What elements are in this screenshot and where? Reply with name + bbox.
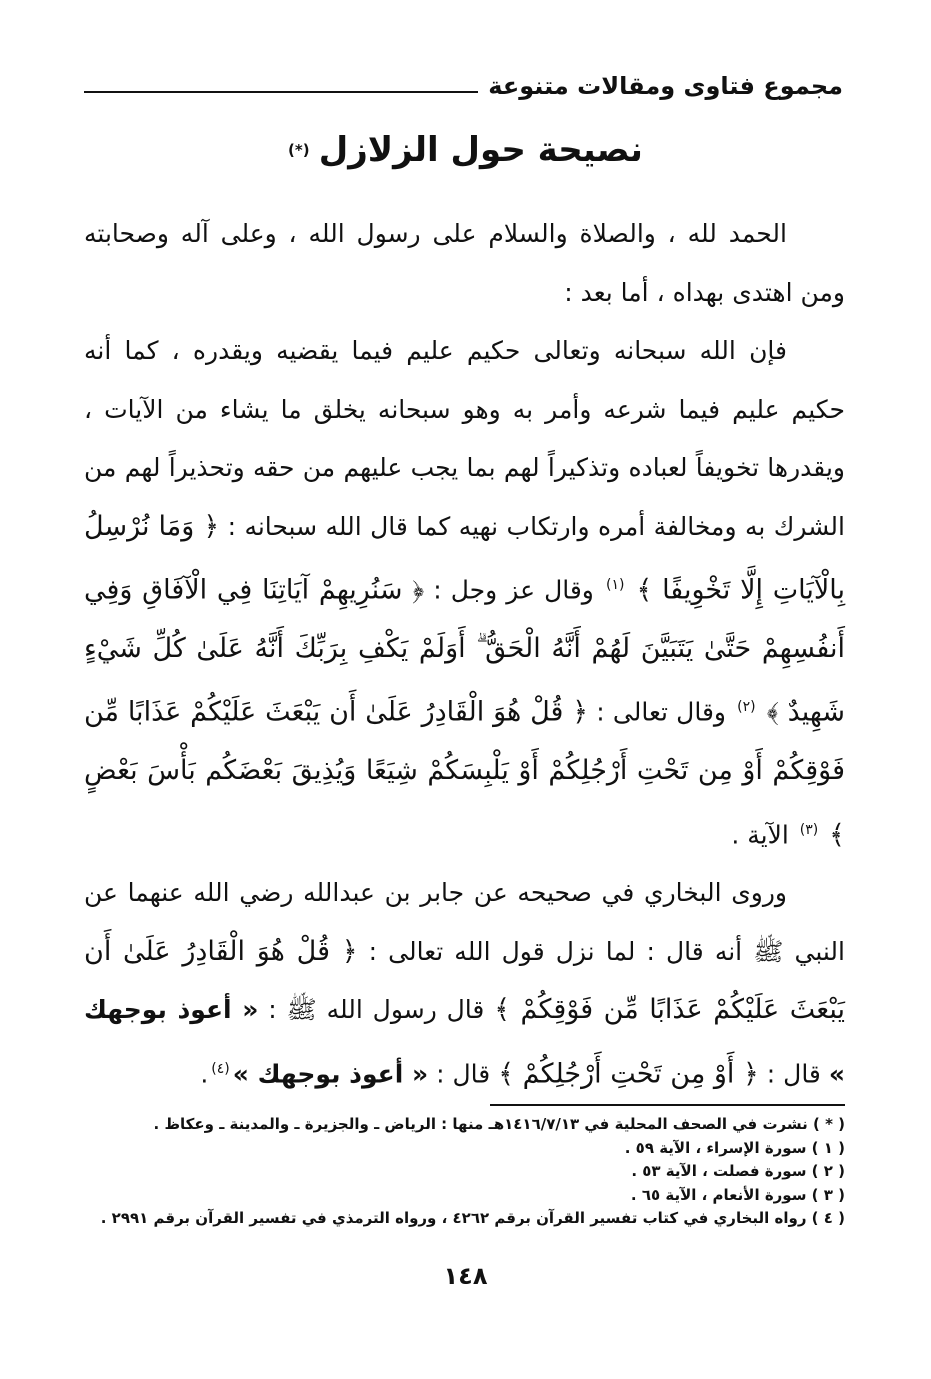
- footnote-ref: (١): [605, 577, 625, 593]
- paragraph-text: قال رسول الله ﷺ :: [268, 995, 485, 1025]
- footnote-item: ( * ) نشرت في الصحف المحلية في ١٤١٦/٧/١٣هـ منها : الرياض ـ والجزيرة ـ والمدينة ـ وعكاظ .: [153, 1115, 845, 1133]
- paragraph-text: قال :: [436, 1059, 491, 1089]
- running-header: [84, 58, 843, 100]
- quran-verse: ﴿ قُلْ هُوَ الْقَادِرُ عَلَىٰ أَن يَبْعَثَ عَلَيْكُمْ عَذَابًا مِّن فَوْقِكُمْ أَوْ مِن تَحْتِ أَرْجُلِكُمْ أَوْ يَلْبِسَكُمْ شِيَعًا وَيُذِيقَ بَعْضَكُم بَأْسَ بَعْضٍ ﴾: [84, 696, 845, 850]
- paragraph-text: الآية .: [731, 819, 789, 849]
- paragraph-end: .: [200, 1059, 209, 1089]
- footnote-item: ( ٢ ) سورة فصلت ، الآية ٥٣ .: [631, 1162, 845, 1180]
- footnote-rule: [490, 1104, 845, 1106]
- article-title: نصيحة حول الزلازل: [318, 130, 643, 170]
- hadith-quote: « أعوذ بوجهك »: [232, 1059, 429, 1089]
- opening-text: الحمد لله ، والصلاة والسلام على رسول الله ، وعلى آله وصحابته ومن اهتدى بهداه ، أما بعد :: [84, 219, 845, 307]
- quran-verse: ﴿ وَمَا نُرْسِلُ بِالْآيَاتِ إِلَّا تَخْوِيفًا ﴾: [84, 510, 846, 606]
- paragraph-text: قال :: [766, 1059, 821, 1089]
- paragraph-wisdom: [84, 322, 845, 864]
- footnote-ref: (٤): [211, 1060, 230, 1077]
- running-title: مجموع فتاوى ومقالات متنوعة: [488, 72, 843, 100]
- header-rule: [84, 91, 478, 93]
- footnote-ref: (٣): [799, 821, 819, 838]
- footnote-item: ( ٤ ) رواه البخاري في كتاب تفسير القرآن برقم ٤٢٦٢ ، ورواه الترمذي في تفسير القرآن برقم ٢٩٩١ .: [100, 1209, 845, 1227]
- footnote-item: ( ١ ) سورة الإسراء ، الآية ٥٩ .: [624, 1138, 845, 1157]
- quran-verse: ﴿ سَنُرِيهِمْ آيَاتِنَا فِي الْآفَاقِ وَفِي أَنفُسِهِمْ حَتَّىٰ يَتَبَيَّنَ لَهُمْ أَنَّهُ الْحَقُّ ۗ أَوَلَمْ يَكْفِ بِرَبِّكَ أَنَّهُ عَلَىٰ كُلِّ شَيْءٍ شَهِيدٌ ﴾: [84, 574, 845, 728]
- paragraph-hadith: [84, 864, 845, 1103]
- title-footnote-mark: (*): [288, 140, 310, 159]
- paragraph-text: وقال عز وجل :: [433, 575, 594, 605]
- page-number: ١٤٨: [443, 1262, 488, 1290]
- paragraph-opening: [84, 205, 845, 322]
- footnote-ref: (٢): [737, 699, 756, 716]
- footnotes: [84, 1113, 845, 1231]
- paragraph-text: وروى البخاري في صحيحه عن جابر بن عبدالله رضي الله عنهما عن النبي ﷺ أنه قال : لما نزل قول الله تعالى :: [84, 878, 845, 966]
- hadith-quote: « أعوذ بوجهك »: [84, 995, 845, 1089]
- paragraph-text: فإن الله سبحانه وتعالى حكيم عليم فيما يقضيه ويقدره ، كما أنه حكيم عليم فيما شرعه وأمر به وهو سبحانه يخلق ما يشاء من الآيات ، ويقدرها تخويفاً لعباده وتذكيراً لهم بما يجب عليهم من حقه وتحذيراً لهم من الشرك به ومخالفة أمره وارتكاب نهيه كما قال الله سبحانه :: [84, 336, 845, 541]
- paragraph-text: وقال تعالى :: [596, 697, 726, 727]
- quran-verse: ﴿ أَوْ مِن تَحْتِ أَرْجُلِكُمْ ﴾: [498, 1058, 759, 1090]
- quran-verse: ﴿ قُلْ هُوَ الْقَادِرُ عَلَىٰ أَن يَبْعَثَ عَلَيْكُمْ عَذَابًا مِّن فَوْقِكُمْ ﴾: [84, 935, 845, 1026]
- footnote-item: ( ٣ ) سورة الأنعام ، الآية ٦٥ .: [630, 1185, 845, 1204]
- article-body: [84, 205, 845, 1104]
- article-title-block: [0, 130, 931, 170]
